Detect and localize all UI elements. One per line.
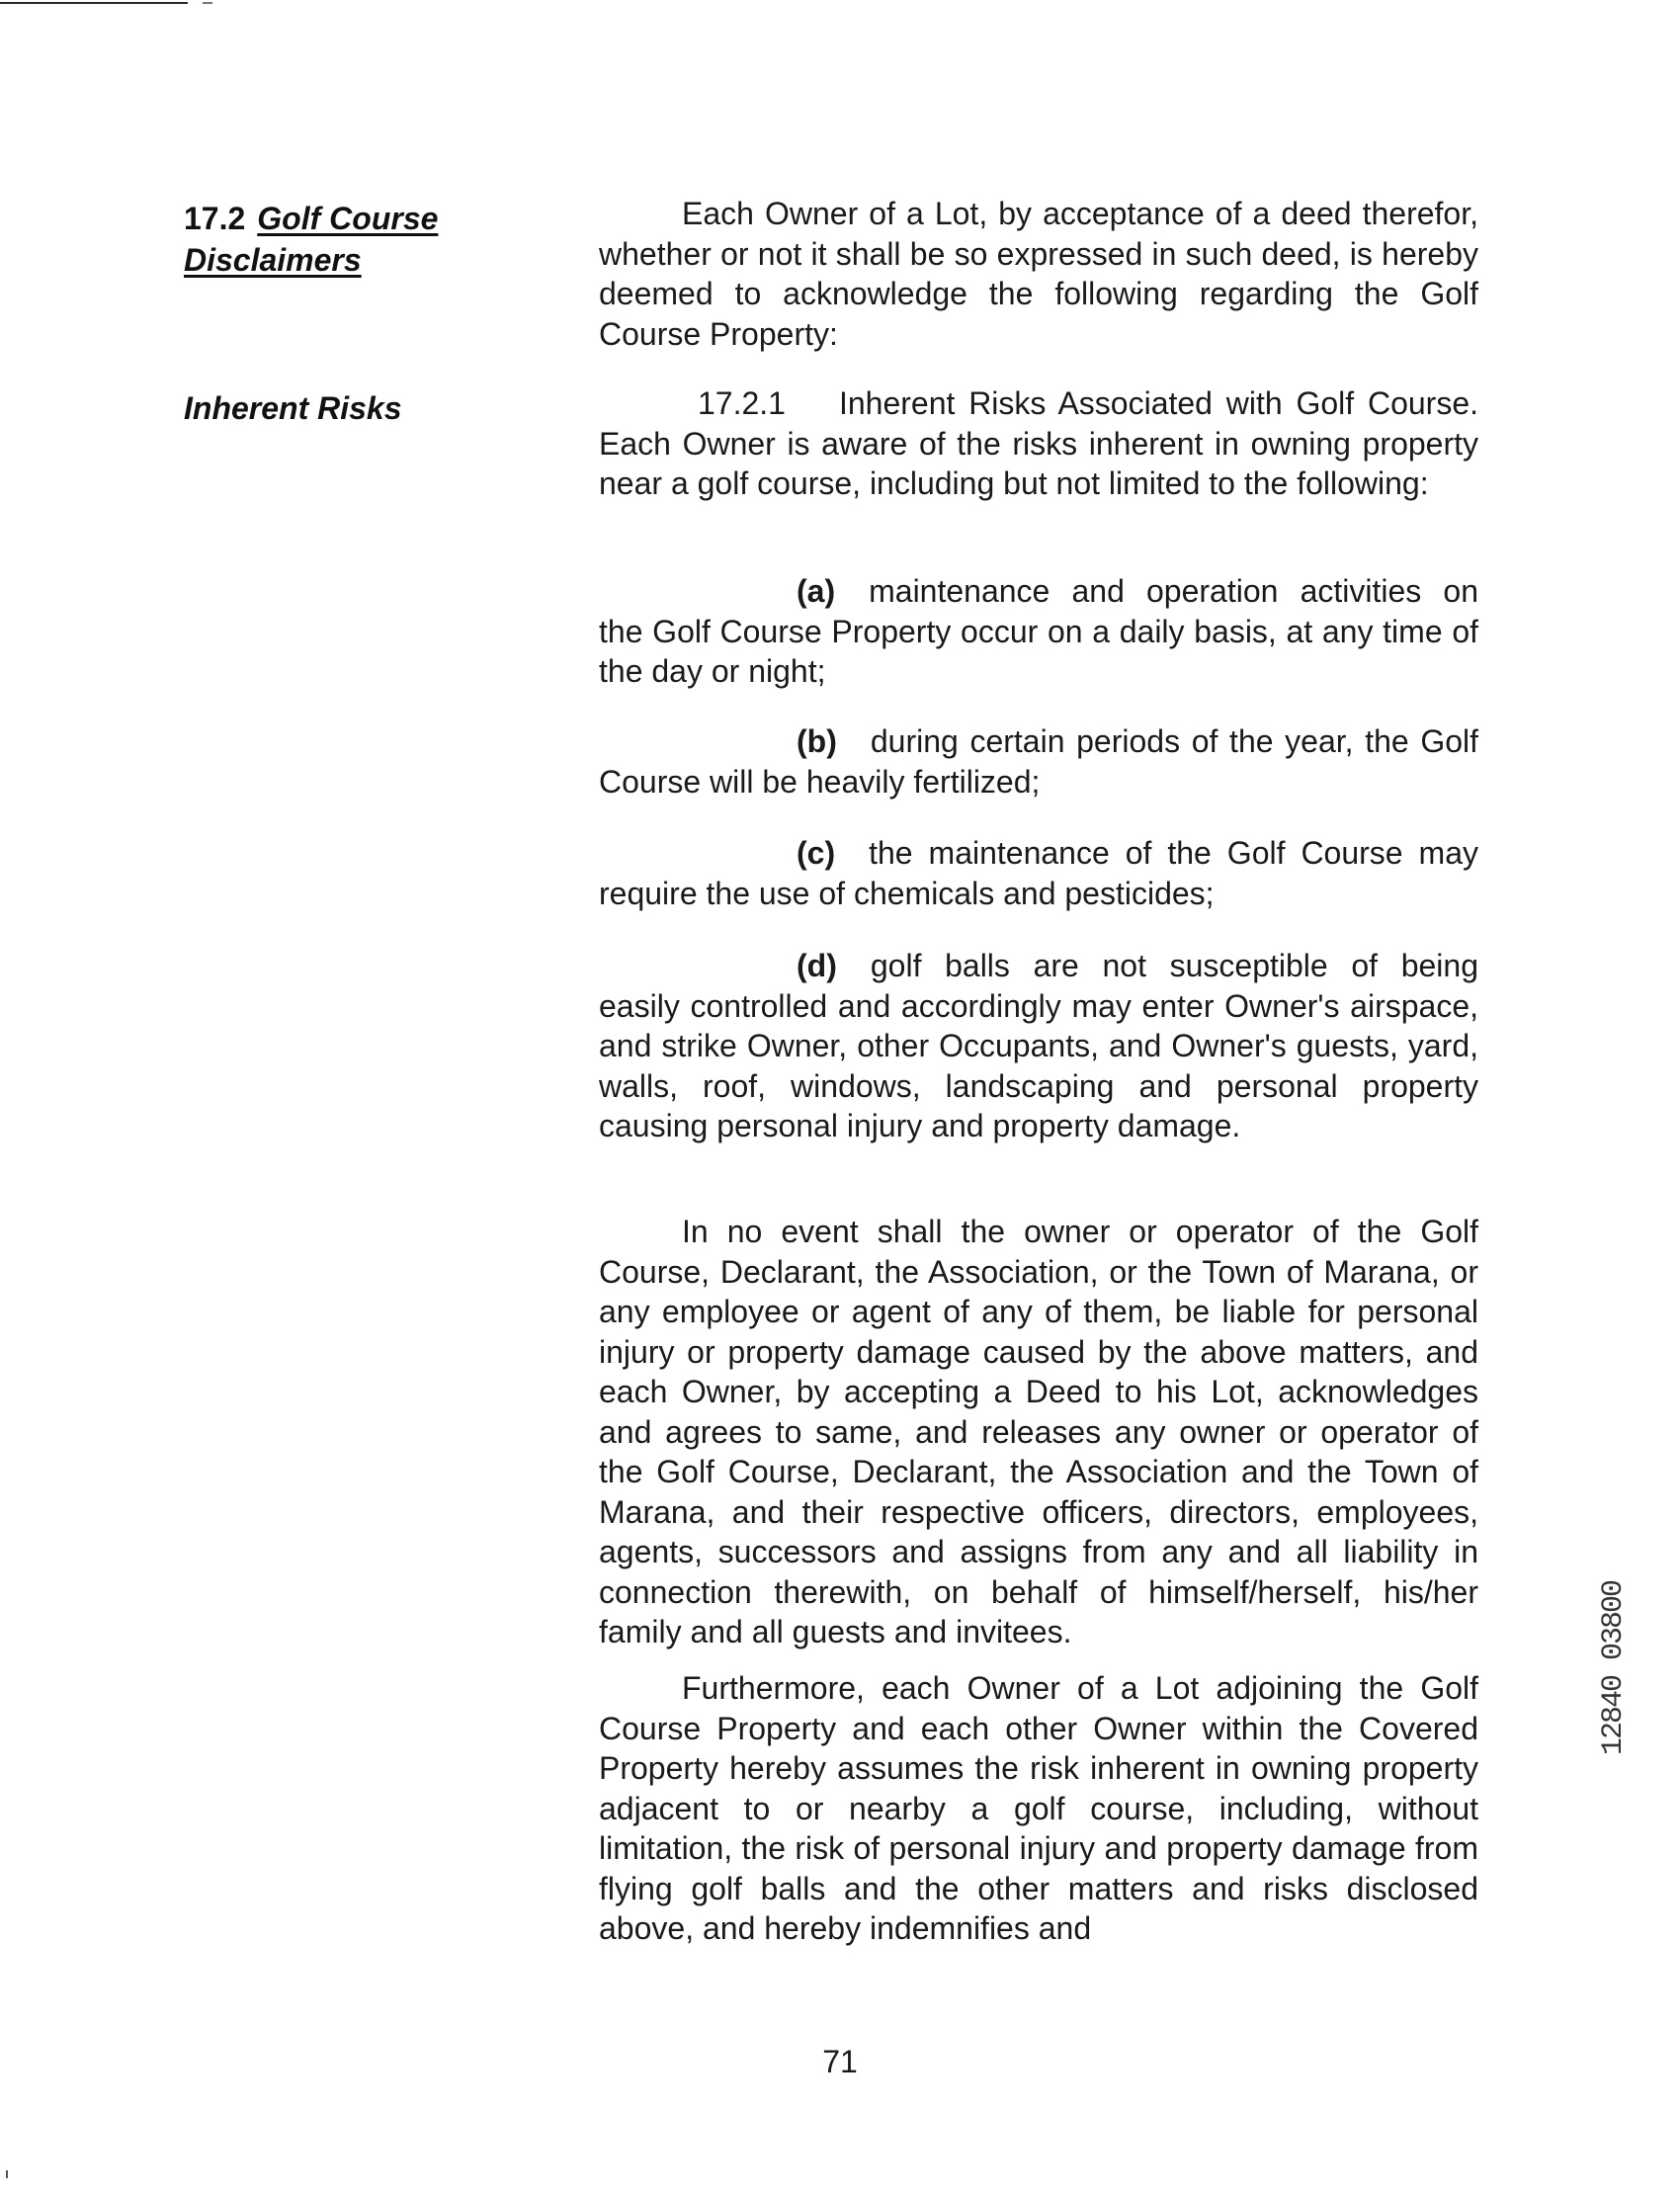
item-a-label: (a)	[797, 573, 836, 609]
item-d-text: golf balls are not susceptible of being easily controlled and accordingly may enter Owner's airspace, and strike Owner, other Occupants, and Owner's guests, yard, walls, roof, windows, landscaping and personal property causing personal injury and property damage.	[599, 948, 1478, 1143]
inherent-risks-heading: Inherent Risks	[184, 390, 402, 426]
scan-edge-tick-bottom	[6, 2170, 8, 2178]
subsection-number: 17.2.1	[698, 385, 786, 421]
item-c	[599, 833, 1478, 913]
item-a	[599, 571, 1478, 692]
item-c-paragraph	[599, 833, 1478, 913]
item-b-text: during certain periods of the year, the Golf Course will be heavily fertilized;	[599, 723, 1478, 800]
section-title-line2: Disclaimers	[184, 242, 362, 278]
item-c-text: the maintenance of the Golf Course may require the use of chemicals and pesticides;	[599, 835, 1478, 911]
item-a-paragraph	[599, 571, 1478, 692]
subsection-17-2-1	[599, 383, 1478, 504]
subsection-text: Inherent Risks Associated with Golf Course. Each Owner is aware of the risks inherent in owning property near a golf course, including but not limited to the following:	[599, 385, 1478, 501]
item-c-label: (c)	[797, 835, 836, 871]
recording-stamp: 12840 03800	[1597, 1581, 1631, 1756]
intro-text: Each Owner of a Lot, by acceptance of a deed therefor, whether or not it shall be so expressed in such deed, is hereby deemed to acknowledge the following regarding the Golf Course Property:	[599, 196, 1478, 352]
item-a-text: maintenance and operation activities on the Golf Course Property occur on a daily basis, at any time of the day or night;	[599, 573, 1478, 689]
scan-edge-mark	[0, 2, 188, 4]
page-number: 71	[822, 2044, 858, 2079]
item-d-paragraph	[599, 946, 1478, 1146]
item-d	[599, 946, 1478, 1146]
furthermore-text: Furthermore, each Owner of a Lot adjoining the Golf Course Property and each other Owner within the Covered Property hereby assumes the risk inherent in owning property adjacent to or nearby a golf course, including, without limitation, the risk of personal injury and property damage from flying golf balls and the other matters and risks disclosed above, and hereby indemnifies and	[599, 1670, 1478, 1946]
intro-paragraph	[599, 194, 1478, 354]
liability-text: In no event shall the owner or operator of the Golf Course, Declarant, the Association, or the Town of Marana, or any employee or agent of any of them, be liable for personal injury or property damage caused by the above matters, and each Owner, by accepting a Deed to his Lot, acknowledges and agrees to same, and releases any owner or operator of the Golf Course, Declarant, the Association and the Town of Marana, and their respective officers, directors, employees, agents, successors and assigns from any and all liability in connection therewith, on behalf of himself/herself, his/her family and all guests and invitees.	[599, 1214, 1478, 1649]
subsection-paragraph	[599, 383, 1478, 504]
liability-paragraph	[599, 1212, 1478, 1652]
section-number: 17.2	[184, 201, 246, 236]
item-b	[599, 721, 1478, 802]
section-heading-golf-course-disclaimers	[184, 198, 438, 281]
item-b-label: (b)	[797, 723, 837, 759]
item-b-paragraph	[599, 721, 1478, 802]
item-d-label: (d)	[797, 948, 837, 983]
section-title-line1: Golf Course	[257, 201, 439, 236]
scan-edge-tick	[203, 2, 212, 4]
furthermore-paragraph	[599, 1668, 1478, 1949]
